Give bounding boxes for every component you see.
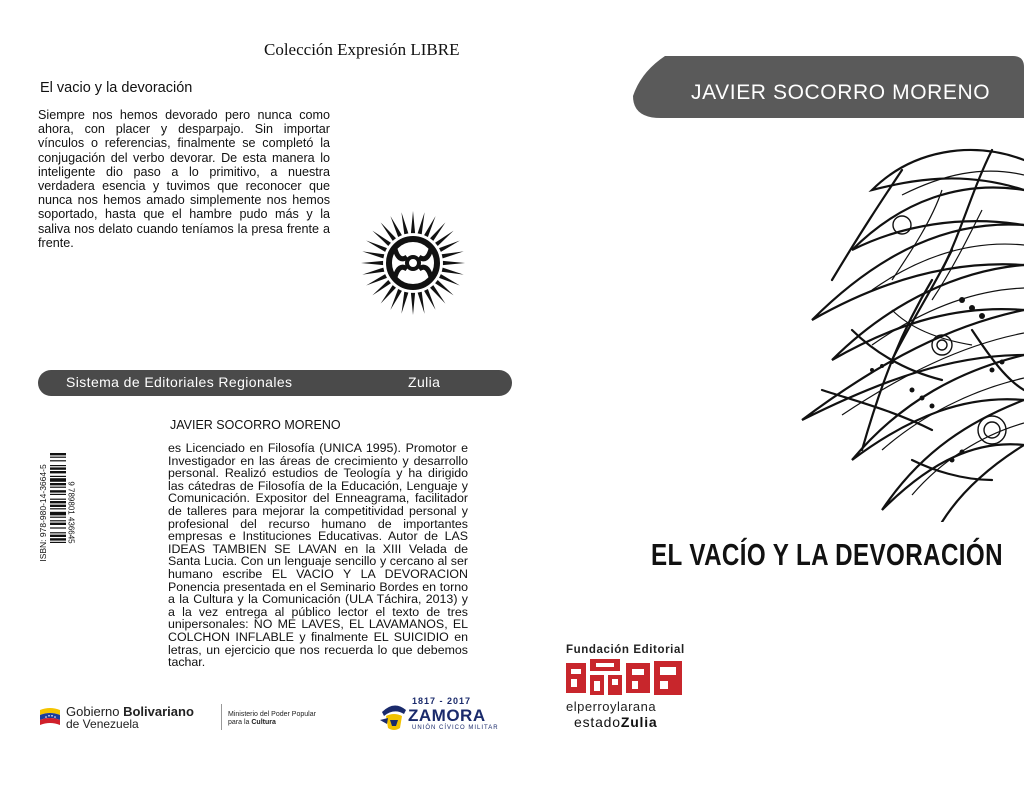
barcode-digits: 9 789801 436645: [66, 481, 76, 544]
publisher-state-bold: Zulia: [620, 714, 658, 730]
gov-line2: de Venezuela: [66, 717, 139, 731]
ministry-line1: Ministerio del Poder Popular: [228, 711, 316, 718]
publisher-name: elperroylarana: [566, 699, 657, 714]
author-banner: [633, 56, 1024, 118]
zamora-bicentenary-logo: [378, 696, 499, 736]
back-cover-author-name: JAVIER SOCORRO MORENO: [170, 418, 341, 432]
gov-line1-regular: Gobierno: [66, 704, 124, 719]
fundacion-editorial-logo: [566, 644, 696, 734]
logo-divider: [221, 704, 222, 730]
back-cover-book-title: El vacio y la devoración: [40, 80, 193, 96]
venezuela-flag-icon: [38, 706, 62, 728]
synopsis-text: Siempre nos hemos devorado pero nunca como ahora, con placer y desparpajo. Sin importar vínculos o referencias, finalmente se completó la conjugación del verbo devorar. De esta manera lo inteligente dio paso a lo primitivo, a nuestra verdadera esencia y tuvimos que reconocer que nunca nos hemos amado simplemente nos hemos soportado, hasta que el hambre pudo más y la saliva nos delato cuando teníamos la presa frente a frente.: [38, 108, 330, 250]
zamora-hat-icon: [378, 698, 410, 734]
perro-rana-graphic-icon: [566, 659, 684, 697]
isbn-barcode: [36, 452, 76, 578]
gov-line1-bold: Bolivariano: [123, 704, 194, 719]
zamora-name: ZAMORA: [408, 706, 486, 725]
publisher-state-regular: estado: [574, 714, 621, 730]
collection-name: Colección Expresión LIBRE: [264, 40, 460, 59]
regional-state-label: Zulia: [408, 374, 441, 390]
ministry-line2-regular: para la: [228, 719, 252, 726]
front-cover-title: EL VACÍO Y LA DEVORACIÓN: [651, 537, 1003, 572]
ministry-line2-bold: Cultura: [251, 719, 276, 726]
zamora-years: 1817 - 2017: [412, 696, 472, 706]
publisher-title: Fundación Editorial: [566, 644, 685, 656]
sun-emblem-icon: [360, 210, 466, 316]
barcode-bars: [50, 452, 66, 578]
leaves-illustration: [792, 130, 1024, 522]
isbn-number: ISBN: 978-980-14-3664-5: [38, 464, 48, 562]
regional-editorial-bar: [38, 370, 512, 396]
front-cover-author-name: JAVIER SOCORRO MORENO: [691, 81, 991, 104]
gobierno-bolivariano-logo: [38, 702, 316, 732]
zamora-subtitle: UNIÓN CÍVICO MILITAR: [412, 725, 499, 731]
regional-system-label: Sistema de Editoriales Regionales: [66, 374, 293, 390]
author-biography: es Licenciado en Filosofía (UNICA 1995). Promotor e Investigador en las áreas de crecimiento y desarrollo personal. Realizó estudios de Teología y ha dirigido las cátedras de Filosofía de la Educación, Lenguaje y Comunicación. Expositor del Enneagrama, facilitador de talleres para mejorar la competitividad personal y profesional del recurso humano de importantes empresas e Instituciones Educativas. Autor de LAS IDEAS TAMBIEN SE LAVAN en la XIII Velada de Santa Lucia. Con un lenguaje sencillo y cercano al ser humano escribe EL VACIO Y LA DEVORACION Ponencia presentada en el Seminario Bordes en torno a la Cultura y la Comunicación (ULA Táchira, 2013) y a la vez entrega al público lector el texto de tres unipersonales: NO ME LAVES, EL LAVAMANOS, EL COLCHON INFLABLE y finalmente EL SUICIDIO en letras, un ejercicio que nos recuerda lo que debemos tachar.: [168, 441, 468, 670]
